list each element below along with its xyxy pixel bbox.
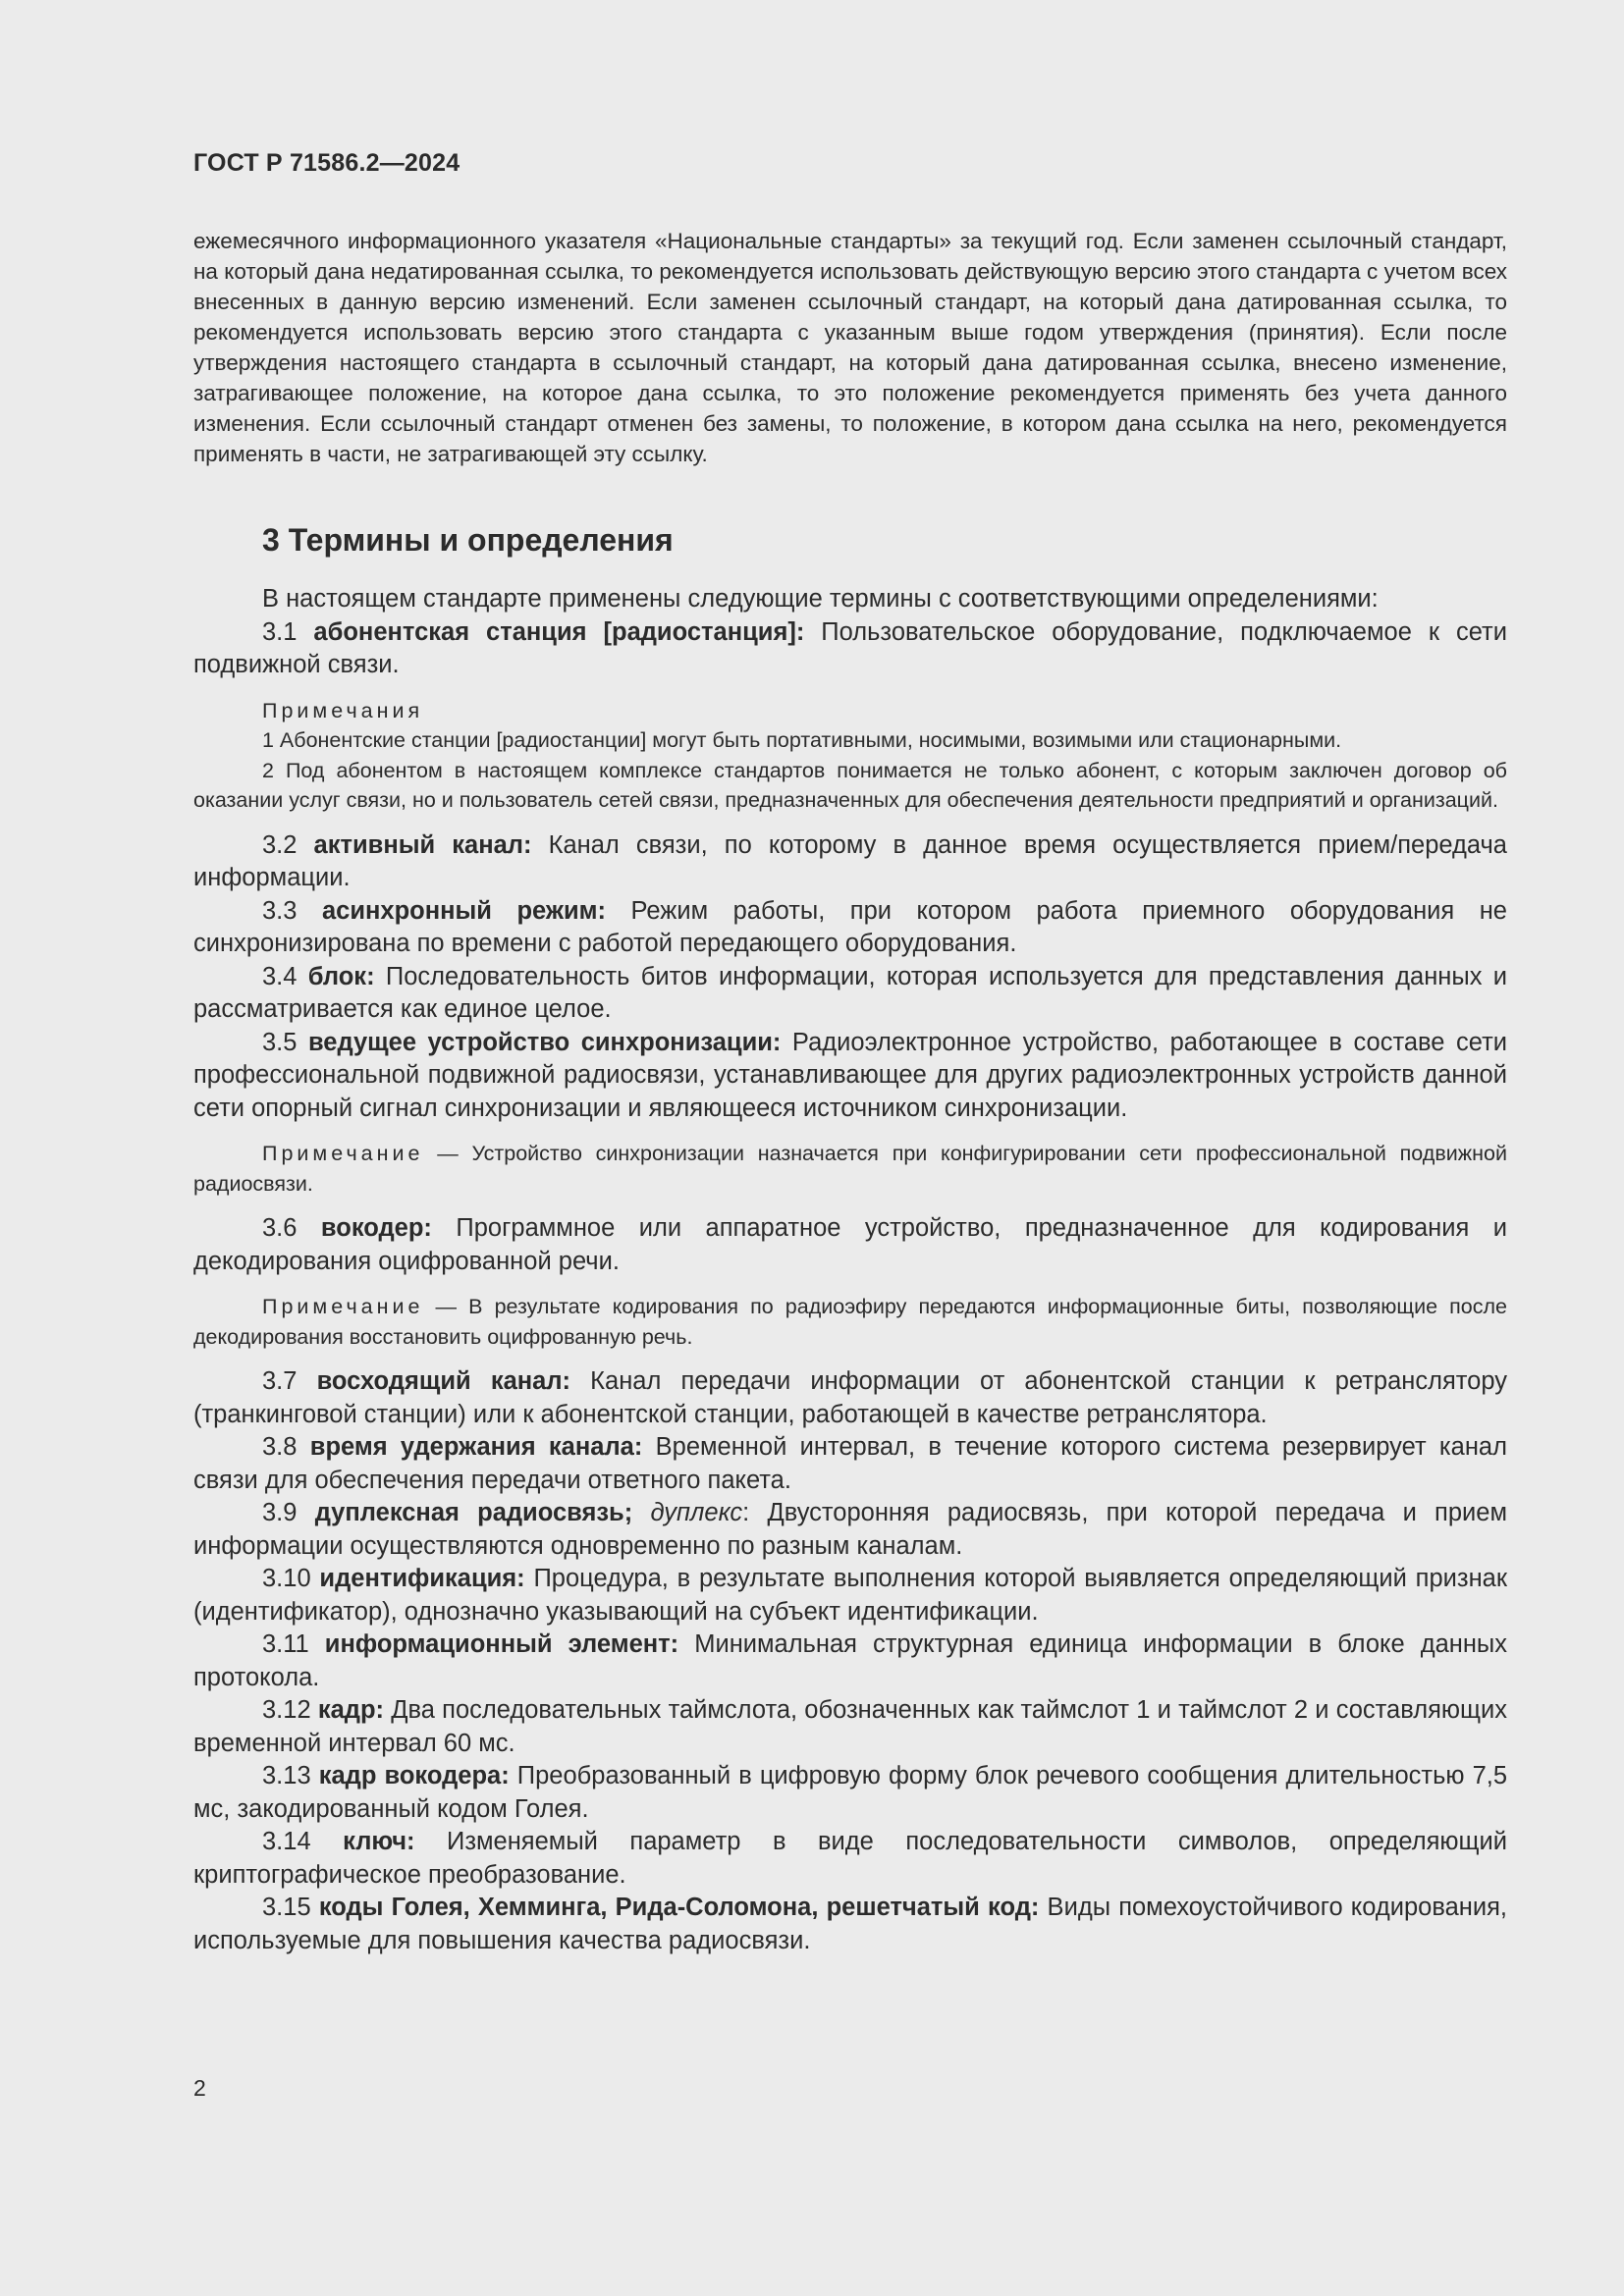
term-number: 3.5: [262, 1028, 308, 1056]
notes-heading: Примечания: [262, 698, 424, 722]
term-number: 3.13: [262, 1762, 319, 1789]
term-name: идентификация:: [319, 1565, 525, 1592]
notes-3-1: [193, 696, 1507, 816]
term-number: 3.6: [262, 1214, 321, 1242]
term-name: информационный элемент:: [324, 1630, 679, 1658]
term-definition: Программное или аппаратное устройство, предназначенное для кодирования и декодирования оцифрованной речи.: [193, 1214, 1507, 1275]
note-3-5: [193, 1139, 1507, 1199]
term-number: 3.12: [262, 1696, 318, 1724]
term-3-7: [193, 1365, 1507, 1431]
term-definition: Радиоэлектронное устройство, работающее в составе сети профессиональной подвижной радиосвязи, устанавливающее для других радиоэлектронных устройств данной сети опорный сигнал синхронизации и являющееся источником синхронизации.: [193, 1028, 1507, 1122]
term-number: 3.15: [262, 1894, 319, 1921]
term-name: ключ:: [343, 1828, 415, 1855]
term-definition: Изменяемый параметр в виде последовательности символов, определяющий криптографическое преобразование.: [193, 1828, 1507, 1889]
term-name: ведущее устройство синхронизации:: [307, 1028, 782, 1056]
term-name: кадр вокодера:: [318, 1762, 510, 1789]
term-number: 3.9: [262, 1499, 315, 1526]
term-definition: Два последовательных таймслота, обозначенных как таймслот 1 и таймслот 2 и составляющих временной интервал 60 мс.: [193, 1696, 1507, 1757]
term-3-10: [193, 1563, 1507, 1629]
term-definition: Минимальная структурная единица информации в блоке данных протокола.: [193, 1630, 1507, 1691]
note-2: 2 Под абонентом в настоящем комплексе стандартов понимается не только абонент, с которым заключен договор об оказании услуг связи, но и пользователь сетей связи, предназначенных для обеспечения деятельности предприятий и организаций.: [193, 758, 1507, 812]
term-name: кадр:: [317, 1696, 385, 1724]
term-3-14: [193, 1826, 1507, 1892]
term-definition: Временной интервал, в течение которого система резервирует канал связи для обеспечения передачи ответного пакета.: [193, 1433, 1507, 1494]
term-number: 3.10: [262, 1565, 320, 1592]
term-name: блок:: [307, 962, 375, 990]
term-definition: Канал передачи информации от абонентской станции к ретранслятору (транкинговой станции) или к абонентской станции, работающей в качестве ретранслятора.: [193, 1367, 1507, 1428]
section-body: [193, 583, 1507, 1957]
term-3-5: [193, 1027, 1507, 1126]
term-name: активный канал:: [313, 830, 532, 859]
term-3-8: [193, 1431, 1507, 1497]
term-number: 3.2: [262, 830, 314, 859]
section-title: 3 Термины и определения: [262, 522, 674, 558]
term-number: 3.7: [262, 1367, 317, 1395]
term-name: асинхронный режим:: [321, 896, 607, 925]
term-definition: Преобразованный в цифровую форму блок речевого сообщения длительностью 7,5 мс, закодированный кодом Голея.: [193, 1762, 1508, 1823]
term-3-15: [193, 1892, 1507, 1957]
note-text: — В результате кодирования по радиоэфиру передаются информационные биты, позволяющие после декодирования восстановить оцифрованную речь.: [193, 1295, 1507, 1349]
term-3-11: [193, 1629, 1507, 1694]
term-number: 3.4: [262, 962, 308, 990]
term-definition: Последовательность битов информации, которая используется для представления данных и рассматривается как единое целое.: [193, 962, 1507, 1023]
term-definition: Канал связи, по которому в данное время осуществляется прием/передача информации.: [193, 830, 1507, 891]
term-definition: Виды помехоустойчивого кодирования, используемые для повышения качества радиосвязи.: [193, 1894, 1508, 1954]
term-number: 3.1: [262, 617, 314, 646]
note-1: 1 Абонентские станции [радиостанции] могут быть портативными, носимыми, возимыми или стационарными.: [262, 728, 1342, 752]
term-name: вокодер:: [320, 1214, 432, 1242]
term-definition: Процедура, в результате выполнения которой выявляется определяющий признак (идентификатор), однозначно указывающий на субъект идентификации.: [193, 1565, 1507, 1626]
term-3-12: [193, 1694, 1507, 1760]
term-number: 3.8: [262, 1433, 310, 1461]
note-label: Примечание: [262, 1142, 424, 1165]
term-3-13: [193, 1760, 1507, 1826]
term-3-9: [193, 1497, 1507, 1563]
term-synonym: дуплекс: [632, 1499, 743, 1526]
term-name: абонентская станция [радиостанция]:: [313, 617, 805, 646]
term-3-2: [193, 829, 1507, 895]
page-number: 2: [193, 2075, 206, 2101]
term-3-1: [193, 616, 1507, 682]
term-number: 3.11: [262, 1630, 325, 1658]
term-name: время удержания канала:: [309, 1433, 643, 1461]
term-number: 3.3: [262, 896, 322, 925]
term-3-3: [193, 895, 1507, 961]
note-text: — Устройство синхронизации назначается при конфигурировании сети профессиональной подвижной радиосвязи.: [193, 1142, 1507, 1196]
term-3-6: [193, 1212, 1507, 1278]
term-3-4: [193, 961, 1507, 1027]
term-definition: Пользовательское оборудование, подключаемое к сети подвижной связи.: [193, 617, 1507, 678]
note-label: Примечание: [262, 1295, 424, 1318]
term-name: восходящий канал:: [316, 1367, 571, 1395]
document-header: ГОСТ Р 71586.2—2024: [193, 149, 460, 177]
term-definition: Режим работы, при котором работа приемного оборудования не синхронизирована по времени с работой передающего оборудования.: [193, 896, 1507, 957]
term-definition: : Двусторонняя радиосвязь, при которой передача и прием информации осуществляются одновременно по разным каналам.: [193, 1499, 1507, 1560]
term-name: коды Голея, Хемминга, Рида-Соломона, решетчатый код:: [318, 1894, 1040, 1921]
term-name: дуплексная радиосвязь;: [314, 1499, 633, 1526]
intro-text: ежемесячного информационного указателя «Национальные стандарты» за текущий год. Если заменен ссылочный стандарт, на который дана недатированная ссылка, то рекомендуется использовать действующую версию этого стандарта с учетом всех внесенных в данную версию изменений. Если заменен ссылочный стандарт, на который дана датированная ссылка, то рекомендуется использовать версию этого стандарта с указанным выше годом утверждения (принятия). Если после утверждения настоящего стандарта в ссылочный стандарт, на который дана датированная ссылка, внесено изменение, затрагивающее положение, на которое дана ссылка, то это положение рекомендуется применять без учета данного изменения. Если ссылочный стандарт отменен без замены, то положение, в котором дана ссылка на него, рекомендуется применять в части, не затрагивающей эту ссылку.: [193, 229, 1507, 466]
term-number: 3.14: [262, 1828, 344, 1855]
note-3-6: [193, 1292, 1507, 1352]
section-lead: В настоящем стандарте применены следующие термины с соответствующими определениями:: [262, 585, 1379, 613]
intro-paragraph: [193, 226, 1507, 469]
